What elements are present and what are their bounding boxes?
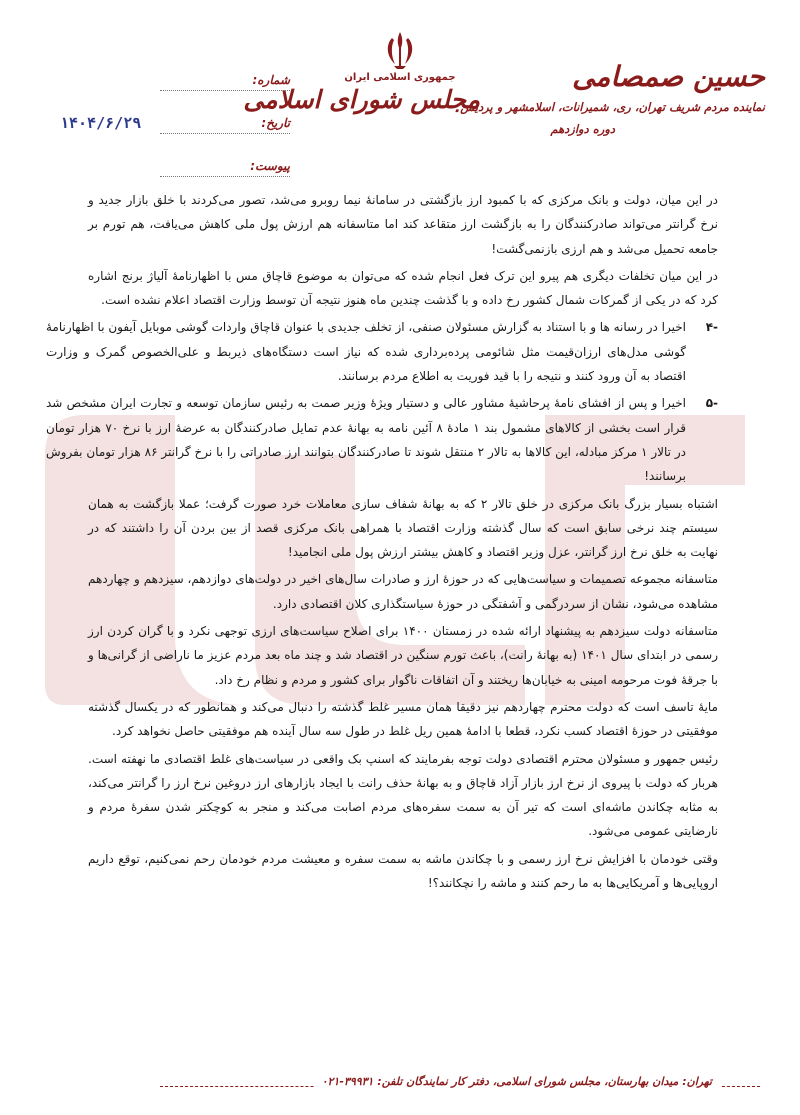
republic-title: جمهوری اسلامی ایران (344, 72, 456, 83)
iran-emblem-icon (383, 30, 417, 70)
letter-meta-fields (60, 60, 290, 189)
parliament-term: دوره دوازدهم (550, 122, 615, 136)
item-4-number: -۴ (705, 320, 718, 335)
mp-name: حسین صمصامی (572, 60, 765, 93)
letterhead-sender (460, 60, 765, 136)
paragraph-2: در این میان تخلفات دیگری هم پیرو این ترک فعل انجام شده که می‌توان به موضوع قاچاق مس با اظهارنامهٔ آلیاژ برنج اشاره کرد که در یکی از گمرکات شمال کشور رخ داده و با گذشت چندین ماه هنوز نتیجه آن توسط وزارت اقتصاد اعلام نشده است. (88, 268, 718, 308)
numbered-item-5 (46, 391, 718, 488)
date-field (60, 103, 290, 134)
number-field (160, 60, 290, 91)
paragraph-6: مایهٔ تاسف است که دولت محترم چهاردهم نیز دقیقا همان مسیر غلط گذشته را دنبال می‌کند و همانطور که در یکسال گذشته موفقیتی در حوزهٔ اقتصاد کسب نکرد، قطعا با ادامهٔ همین ریل غلط در طول سه سال آینده هم موفقیتی حاصل نخواهد کرد. (88, 699, 718, 739)
attachment-label: پیوست: (250, 159, 290, 173)
date-value: ۱۴۰۴/۶/۲۹ (60, 114, 142, 132)
paragraph-7: رئیس جمهور و مسئولان محترم اقتصادی دولت توجه بفرمایند که اسنپ بک واقعی در سیاست‌های غلط اقتصادی ما نهفته است. هربار که دولت با پیروی از نرخ ارز بازار آزاد قاچاق و به بهانهٔ حذف رانت با ایجاد بازارهای ارز دروغین نرخ ارز را گرانتر می‌کند، به مثابه چکاندن ماشه‌ای است که تیر آن به سمت سفره‌های مردم اصابت می‌کند و منجر به کوچکتر شدن سفرهٔ مردم و نارضایتی عمومی می‌شود. (88, 751, 718, 839)
paragraph-8: وقتی خودمان با افزایش نرخ ارز رسمی و با چکاندن ماشه به سمت سفره و معیشت مردم خودمان رحم نمی‌کنیم، توقع داریم اروپایی‌ها و آمریکایی‌ها به ما رحم کنند و ماشه را نچکانند؟! (88, 851, 718, 891)
item-5-number: -۵ (705, 396, 718, 411)
letter-body (46, 188, 719, 898)
paragraph-4: متاسفانه مجموعه تصمیمات و سیاست‌هایی که در حوزهٔ ارز و صادرات سال‌های اخیر در دولت‌های دوازدهم، سیزدهم و چهاردهم مشاهده می‌شود، نشان از سردرگمی و آشفتگی در حوزهٔ سیاستگذاری کلان اقتصادی دارد. (88, 572, 718, 611)
parliament-title: مجلس شورای اسلامی (243, 85, 480, 114)
number-label: شماره: (252, 73, 290, 87)
footer-address: تهران: میدان بهارستان، مجلس شورای اسلامی، دفتر کار نمایندگان تلفن: ۳۹۹۳۱-۰۲۱ (314, 1075, 720, 1088)
item-4-text: اخیرا در رسانه ها و با استناد به گزارش مسئولان صنفی، از تخلف جدیدی با عنوان قاچاق واردات گوشی موبایل آیفون با اظهارنامهٔ گوشی مدل‌های ارزان‌قیمت مثل شائومی پرده‌برداری شده که نیاز است دستگاه‌های ذیربط و علی‌الخصوص گمرک و وزارت اقتصاد به آن ورود کنند و نتیجه را با قید فوریت به اطلاع مردم برسانند. (46, 320, 686, 384)
letter-footer (160, 1075, 760, 1099)
attachment-field (160, 146, 290, 177)
paragraph-1: در این میان، دولت و بانک مرکزی که با کمبود ارز بازگشتی در سامانهٔ نیما روبرو می‌شد، تصور می‌کردند با خلق بازار جدید و نرخ گرانتر می‌تواند صادرکنندگان را به بازگشت ارز متقاعد کند اما متاسفانه هم ارزش پول ملی کاهش می‌یافت، هم تورم بر جامعه تحمیل می‌شد و هم ارزی بازنمی‌گشت! (88, 193, 718, 256)
numbered-item-4 (46, 315, 718, 388)
item-5-text: اخیرا و پس از افشای نامهٔ پرحاشیهٔ مشاور عالی و دستیار ویژهٔ وزیر صمت به رئیس سازمان توسعه و تجارت ایران مشخص شد قرار است بخشی از کالاهای مشمول بند ۱ مادهٔ ۸ آئین نامه به بهانهٔ عدم تمایل صادرکنندگان به عرضهٔ ارز با نرخ ۷۰ هزار تومان در تالار ۱ مرکز مبادله، این کالاها به تالار ۲ منتقل شوند تا صادرکنندگان بتوانند ارز صادراتی را با نرخ گرانتر ۸۶ هزار تومان بفروش برسانند! (46, 396, 686, 484)
mp-role: نماینده مردم شریف تهران، ری، شمیرانات، اسلامشهر و پردیس (460, 100, 765, 114)
date-label: تاریخ: (261, 116, 290, 130)
paragraph-3: اشتباه بسیار بزرگ بانک مرکزی در خلق تالار ۲ که به بهانهٔ شفاف سازی معاملات خرد صورت گرفت؛ عملا بازگشت به همان سیستم چند نرخی سابق است که سال گذشته وزارت اقتصاد با همراهی بانک مرکزی قصد از بین بردن آن را داشتند که در نهایت به خلق نرخ ارز گرانتر، عزل وزیر اقتصاد و کاهش بیشتر ارزش پول ملی انجامید! (88, 496, 718, 560)
paragraph-5: متاسفانه دولت سیزدهم به پیشنهاد ارائه شده در زمستان ۱۴۰۰ برای اصلاح سیاست‌های ارزی توجهی نکرد و با گران کردن ارز رسمی در ابتدای سال ۱۴۰۱ (به بهانهٔ رانت)، باعث تورم سنگین در اقتصاد شد و چند ماه بعد مردم عزیز ما ناراضی از گرانی‌ها و با جرقهٔ فوت مرحومه امینی به خیابان‌ها ریختند و آن اتفاقات ناگوار برای کشور و مردم و نظام رخ داد. (88, 624, 719, 687)
